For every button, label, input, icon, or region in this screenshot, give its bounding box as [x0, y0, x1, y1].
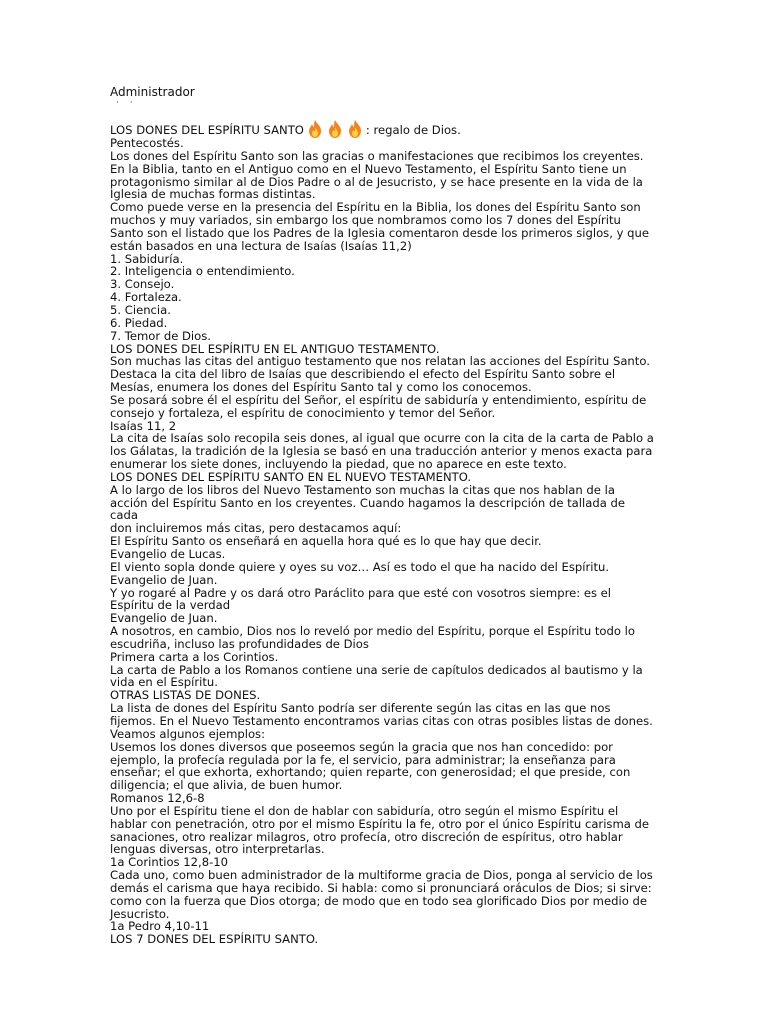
text-line: Los dones del Espíritu Santo son las gracias o manifestaciones que recibimos los creyentes. — [110, 148, 644, 163]
fire-emoji-group — [305, 119, 365, 139]
text-line: La cita de Isaías solo recopila seis dones, al igual que ocurre con la cita de la carta de Pablo a — [110, 431, 654, 446]
text-line: Jesucristo. — [110, 906, 170, 921]
text-line: enseñar; el que exhorta, exhortando; quien reparte, con generosidad; el que preside, con — [110, 765, 631, 780]
text-line: 2. Inteligencia o entendimiento. — [110, 264, 295, 279]
text-line: muchos y muy variados, sin embargo los que nombramos como los 7 dones del Espíritu — [110, 213, 621, 228]
text-line: El Espíritu Santo os enseñará en aquella hora qué es lo que hay que decir. — [110, 534, 542, 549]
title-text: LOS DONES DEL ESPÍRITU SANTO — [110, 123, 304, 138]
text-line: 3. Consejo. — [110, 277, 175, 292]
text-line: escudriña, incluso las profundidades de Dios — [110, 636, 369, 651]
text-line: 1a Pedro 4,10-11 — [110, 919, 210, 934]
text-line: don incluiremos más citas, pero destacamos aquí: — [110, 521, 402, 536]
text-line: hablar con penetración, otro por el mismo Espíritu la fe, otro por el único Espíritu carisma de — [110, 816, 650, 831]
text-line: diligencia; el que alivia, de buen humor. — [110, 778, 343, 793]
text-line: La carta de Pablo a los Romanos contiene una serie de capítulos dedicados al bautismo y la — [110, 662, 643, 677]
text-line: Isaías 11, 2 — [110, 418, 177, 433]
text-line: vida en el Espíritu. — [110, 675, 218, 690]
text-line: Se posará sobre él el espíritu del Señor, el espíritu de sabiduría y entendimiento, espíritu de — [110, 392, 647, 407]
text-line: Son muchas las citas del antiguo testamento que nos relatan las acciones del Espíritu Santo. — [110, 354, 650, 369]
document-title — [110, 117, 655, 137]
text-line: 4. Fortaleza. — [110, 290, 182, 305]
text-line: Evangelio de Lucas. — [110, 547, 226, 561]
text-line: Primera carta a los Corintios. — [110, 649, 279, 664]
text-line: Romanos 12,6-8 — [110, 791, 205, 806]
text-line: A nosotros, en cambio, Dios nos lo reveló por medio del Espíritu, porque el Espíritu todo lo — [110, 624, 635, 639]
text-line: Cada uno, como buen administrador de la multiforme gracia de Dios, ponga al servicio de los — [110, 868, 653, 883]
text-line: 1. Sabiduría. — [110, 251, 184, 266]
text-line: Uno por el Espíritu tiene el don de hablar con sabiduría, otro según el mismo Espíritu el — [110, 803, 619, 818]
author-name: Administrador — [110, 85, 195, 99]
fire-icon — [305, 119, 325, 139]
text-line: La lista de dones del Espíritu Santo podría ser diferente según las citas en las que nos — [110, 701, 611, 716]
text-line: están basados en una lectura de Isaías (Isaías 11,2) — [110, 238, 412, 253]
text-line: Mesías, enumera los dones del Espíritu Santo tal y como los conocemos. — [110, 380, 532, 395]
text-line: 1a Corintios 12,8-10 — [110, 855, 229, 870]
fire-icon — [325, 119, 345, 139]
text-line: El viento sopla donde quiere y oyes su voz… Así es todo el que ha nacido del Espíritu. — [110, 559, 610, 574]
text-line: Espíritu de la verdad — [110, 598, 231, 613]
text-line: 6. Piedad. — [110, 315, 168, 330]
text-line: 7. Temor de Dios. — [110, 328, 211, 343]
text-line: Destaca la cita del libro de Isaías que describiendo el efecto del Espíritu Santo sobre el — [110, 367, 616, 382]
document — [110, 85, 655, 946]
text-line: Usemos los dones diversos que poseemos según la gracia que nos han concedido: por — [110, 739, 613, 754]
text-line: Iglesia de muchas formas distintas. — [110, 187, 316, 202]
text-line: Evangelio de Juan. — [110, 611, 218, 626]
text-line: ejemplo, la profecía regulada por la fe, el servicio, para administrar; la enseñanza para — [110, 752, 616, 767]
text-line: fijemos. En el Nuevo Testamento encontramos varias citas con otras posibles listas de dones. — [110, 713, 653, 728]
text-line: acción del Espíritu Santo en los creyentes. Cuando hagamos la descripción de tallada de cada — [110, 495, 625, 523]
text-line: LOS 7 DONES DEL ESPÍRITU SANTO. — [110, 932, 319, 947]
text-line: LOS DONES DEL ESPÍRITU EN EL ANTIGUO TESTAMENTO. — [110, 341, 440, 356]
text-line: OTRAS LISTAS DE DONES. — [110, 688, 261, 703]
text-line: Y yo rogaré al Padre y os dará otro Paráclito para que esté con vosotros siempre: es el — [110, 585, 612, 600]
text-line: lenguas diversas, otro interpretarlas. — [110, 842, 325, 857]
text-line: Pentecostés. — [110, 136, 184, 150]
text-line: A lo largo de los libros del Nuevo Testamento son muchas la citas que nos hablan de la — [110, 482, 615, 497]
text-line: demás el carisma que haya recibido. Si habla: como si pronunciará oráculos de Dios; si sirve: — [110, 880, 652, 895]
text-line: LOS DONES DEL ESPÍRITU SANTO EN EL NUEVO TESTAMENTO. — [110, 469, 472, 484]
text-line: Como puede verse en la presencia del Espíritu en la Biblia, los dones del Espíritu Santo son — [110, 200, 641, 215]
author-separator-dots: · · — [116, 98, 137, 108]
text-line: los Gálatas, la tradición de la Iglesia se basó en una traducción anterior y menos exacta para — [110, 444, 653, 459]
title-suffix: : regalo de Dios. — [365, 123, 461, 138]
text-line: sanaciones, otro realizar milagros, otro profecía, otro discreción de espíritus, otro hablar — [110, 829, 623, 844]
text-line: Santo son el listado que los Padres de la Iglesia comentaron desde los primeros siglos, y que — [110, 225, 649, 240]
text-line: protagonismo similar al de Dios Padre o al de Jesucristo, y se hace presente en la vida de la — [110, 174, 643, 189]
document-lines — [110, 137, 655, 946]
text-line: enumerar los siete dones, incluyendo la piedad, que no aparece en este texto. — [110, 457, 567, 472]
fire-icon — [345, 119, 365, 139]
document-body — [110, 117, 655, 946]
text-line: Evangelio de Juan. — [110, 572, 218, 587]
text-line: 5. Ciencia. — [110, 302, 171, 317]
text-line: consejo y fortaleza, el espíritu de conocimiento y temor del Señor. — [110, 405, 496, 420]
text-line: como con la fuerza que Dios otorga; de modo que en todo sea glorificado Dios por medio de — [110, 893, 647, 908]
text-line: En la Biblia, tanto en el Antiguo como en el Nuevo Testamento, el Espíritu Santo tiene un — [110, 161, 627, 176]
text-line: Veamos algunos ejemplos: — [110, 726, 265, 741]
